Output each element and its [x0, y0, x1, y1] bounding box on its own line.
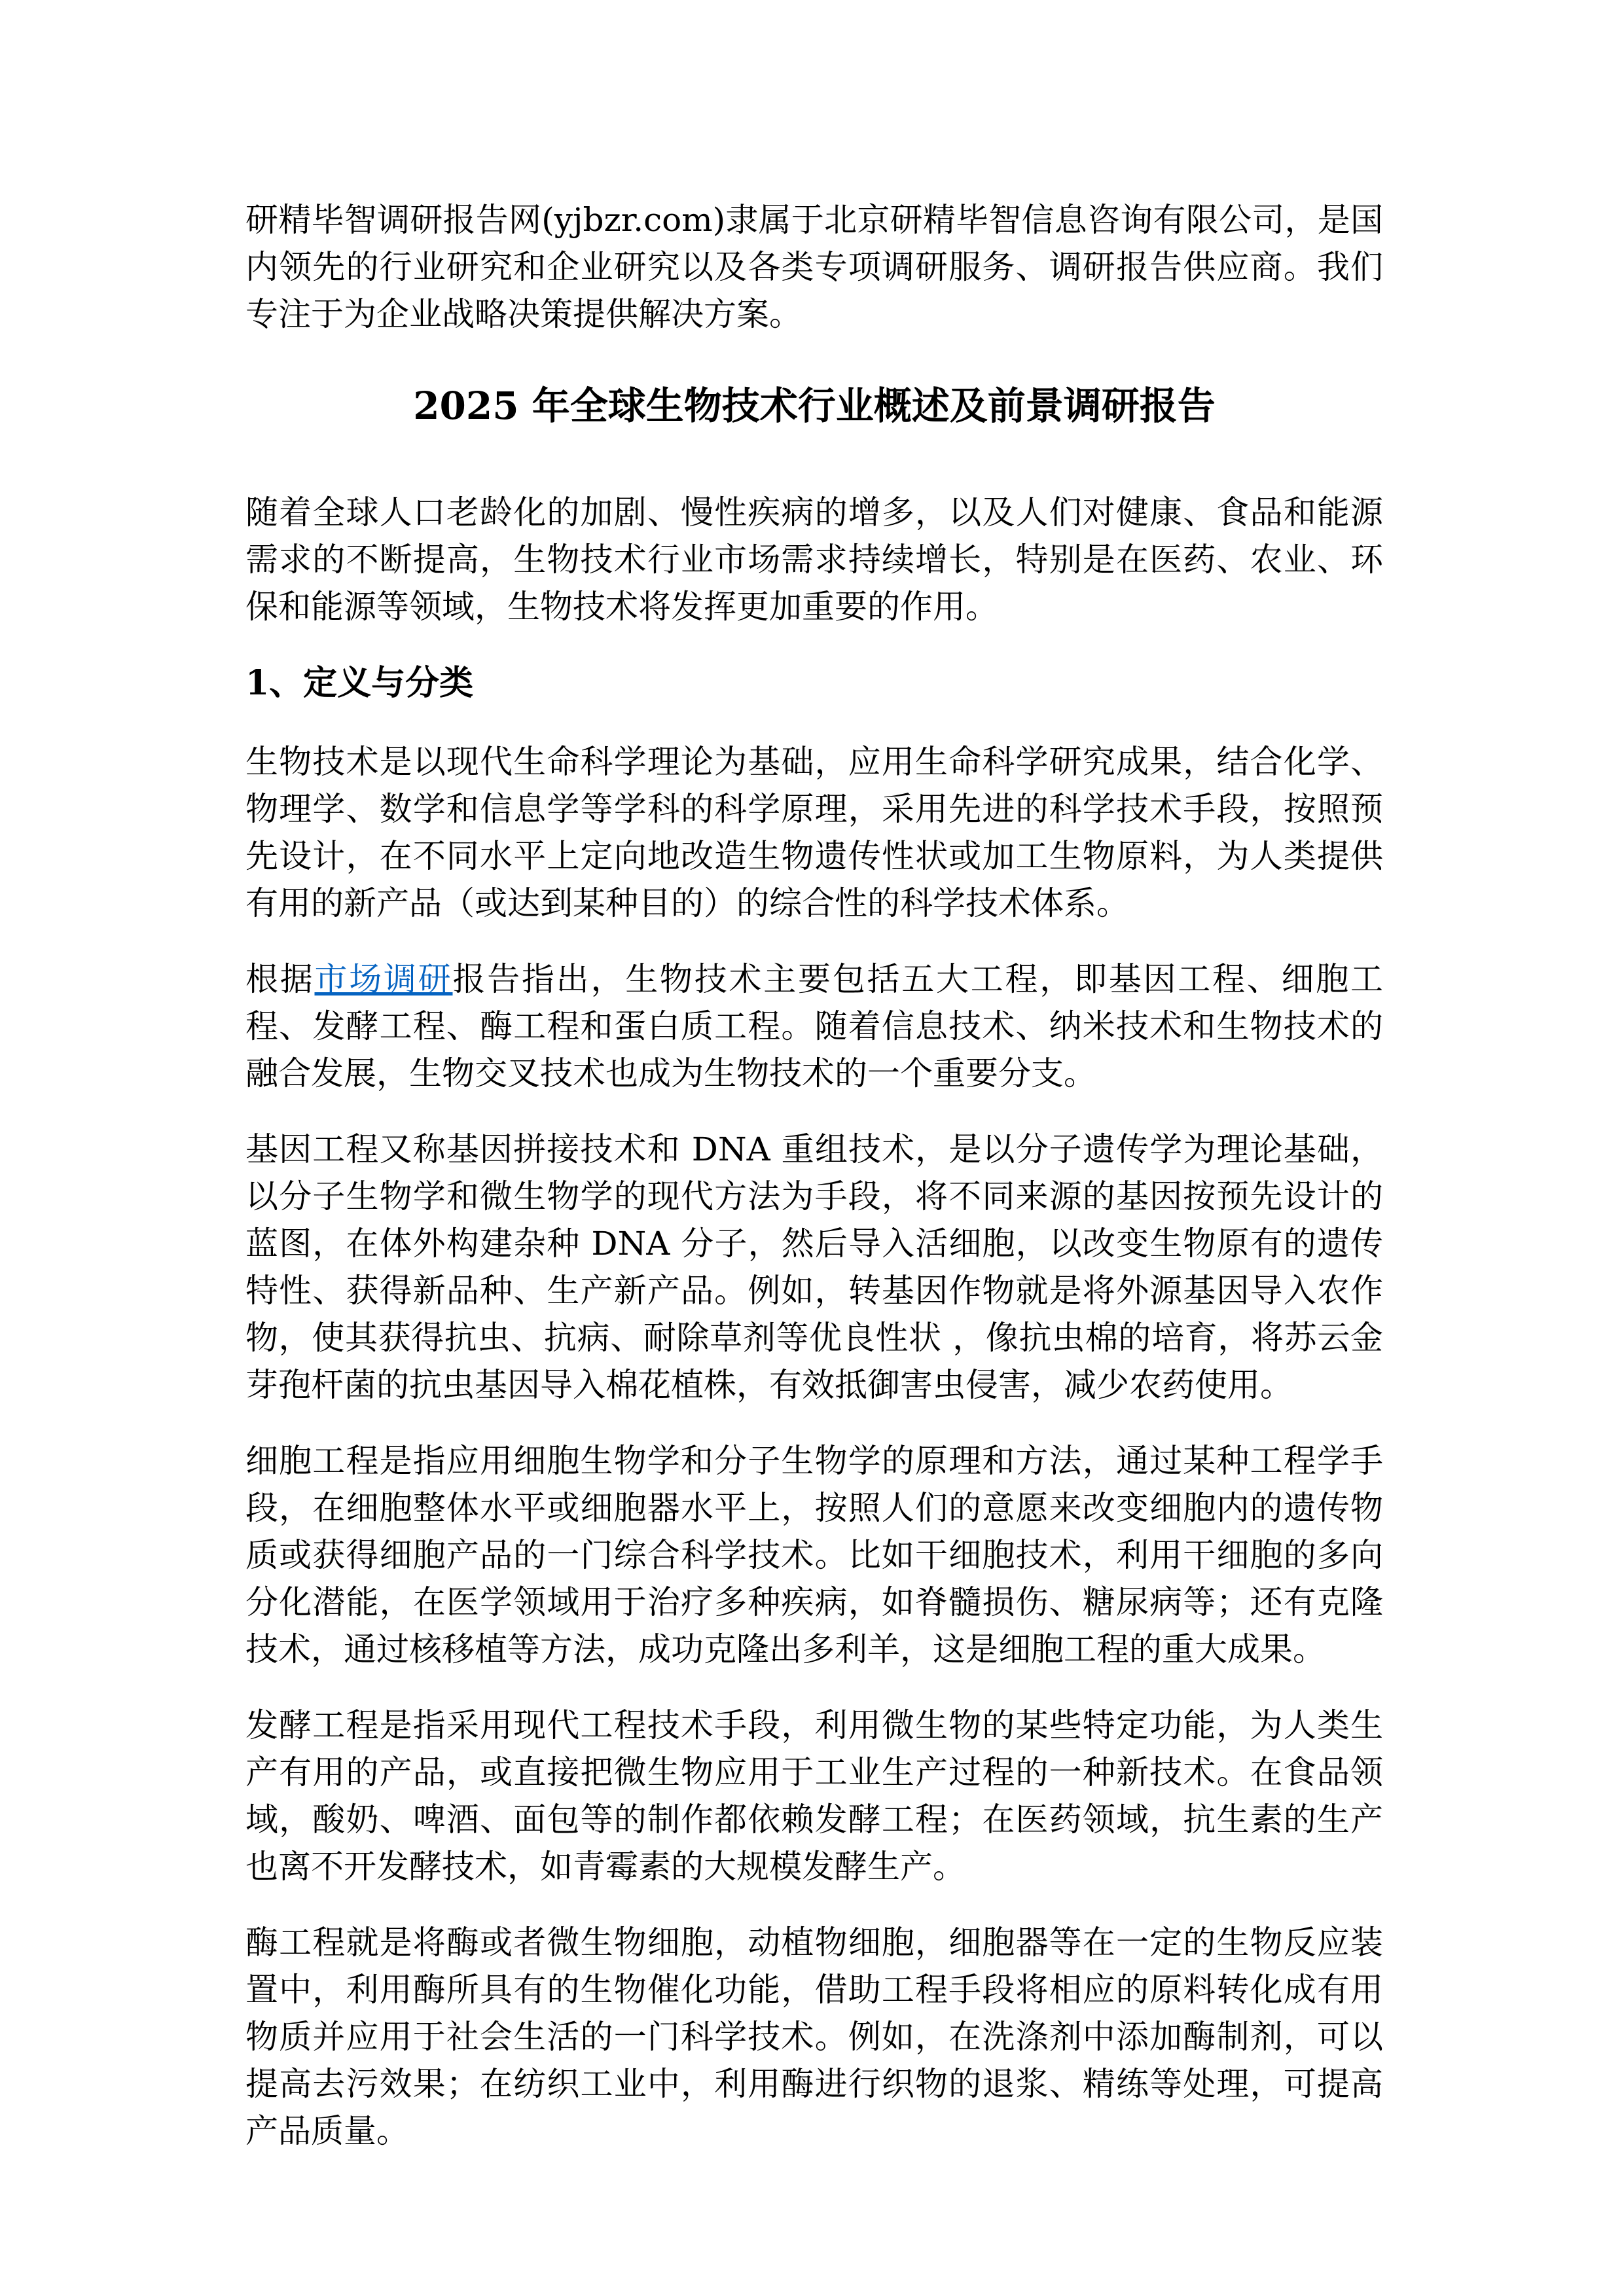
enzyme-engineering-paragraph: 酶工程就是将酶或者微生物细胞，动植物细胞，细胞器等在一定的生物反应装置中，利用酶所具有的生物催化功能，借助工程手段将相应的原料转化成有用物质并应用于社会生活的一门科学技术。例如，在洗涤剂中添加酶制剂，可以提高去污效果；在纺织工业中，利用酶进行织物的退浆、精练等处理，可提高产品质量。	[245, 1924, 1383, 2151]
cell-engineering-paragraph: 细胞工程是指应用细胞生物学和分子生物学的原理和方法，通过某种工程学手段，在细胞整体水平或细胞器水平上，按照人们的意愿来改变细胞内的遗传物质或获得细胞产品的一门综合科学技术。比如干细胞技术，利用干细胞的多向分化潜能，在医学领域用于治疗多种疾病，如脊髓损伤、糖尿病等；还有克隆技术，通过核移植等方法，成功克隆出多利羊，这是细胞工程的重大成果。	[245, 1442, 1383, 1669]
section1-heading: 1、定义与分类	[245, 663, 474, 704]
classification-suffix-text: 报告指出，生物技术主要包括五大工程，即基因工程、细胞工程、发酵工程、酶工程和蛋白质工程。随着信息技术、纳米技术和生物技术的融合发展，生物交叉技术也成为生物技术的一个重要分支。	[245, 960, 1383, 1093]
definition-paragraph: 生物技术是以现代生命科学理论为基础，应用生命科学研究成果，结合化学、物理学、数学和信息学等学科的科学原理，采用先进的科学技术手段，按照预先设计，在不同水平上定向地改造生物遗传性状或加工生物原料，为人类提供有用的新产品（或达到某种目的）的综合性的科学技术体系。	[245, 743, 1383, 923]
market-research-link[interactable]: 市场调研	[314, 960, 453, 999]
report-title: 2025 年全球生物技术行业概述及前景调研报告	[413, 384, 1216, 428]
overview-paragraph: 随着全球人口老龄化的加剧、慢性疾病的增多，以及人们对健康、食品和能源需求的不断提高，生物技术行业市场需求持续增长，特别是在医药、农业、环保和能源等领域，生物技术将发挥更加重要的作用。	[245, 493, 1383, 626]
classification-paragraph	[245, 956, 1383, 1097]
fermentation-engineering-paragraph: 发酵工程是指采用现代工程技术手段，利用微生物的某些特定功能，为人类生产有用的产品，或直接把微生物应用于工业生产过程的一种新技术。在食品领域，酸奶、啤酒、面包等的制作都依赖发酵工程；在医药领域，抗生素的生产也离不开发酵技术，如青霉素的大规模发酵生产。	[245, 1706, 1383, 1886]
classification-prefix-text: 根据	[245, 960, 315, 999]
gene-engineering-paragraph: 基因工程又称基因拼接技术和 DNA 重组技术，是以分子遗传学为理论基础，以分子生物学和微生物学的现代方法为手段，将不同来源的基因按预先设计的蓝图，在体外构建杂种 DNA 分子，然后导入活细胞，以改变生物原有的遗传特性、获得新品种、生产新产品。例如，转基因作物就是将外源基因导入农作物，使其获得抗虫、抗病、耐除草剂等优良性状 ，像抗虫棉的培育，将苏云金芽孢杆菌的抗虫基因导入棉花植株，有效抵御害虫侵害，减少农药使用。	[245, 1130, 1383, 1405]
intro-paragraph: 研精毕智调研报告网(yjbzr.com)隶属于北京研精毕智信息咨询有限公司，是国内领先的行业研究和企业研究以及各类专项调研服务、调研报告供应商。我们专注于为企业战略决策提供解决方案。	[245, 201, 1383, 333]
